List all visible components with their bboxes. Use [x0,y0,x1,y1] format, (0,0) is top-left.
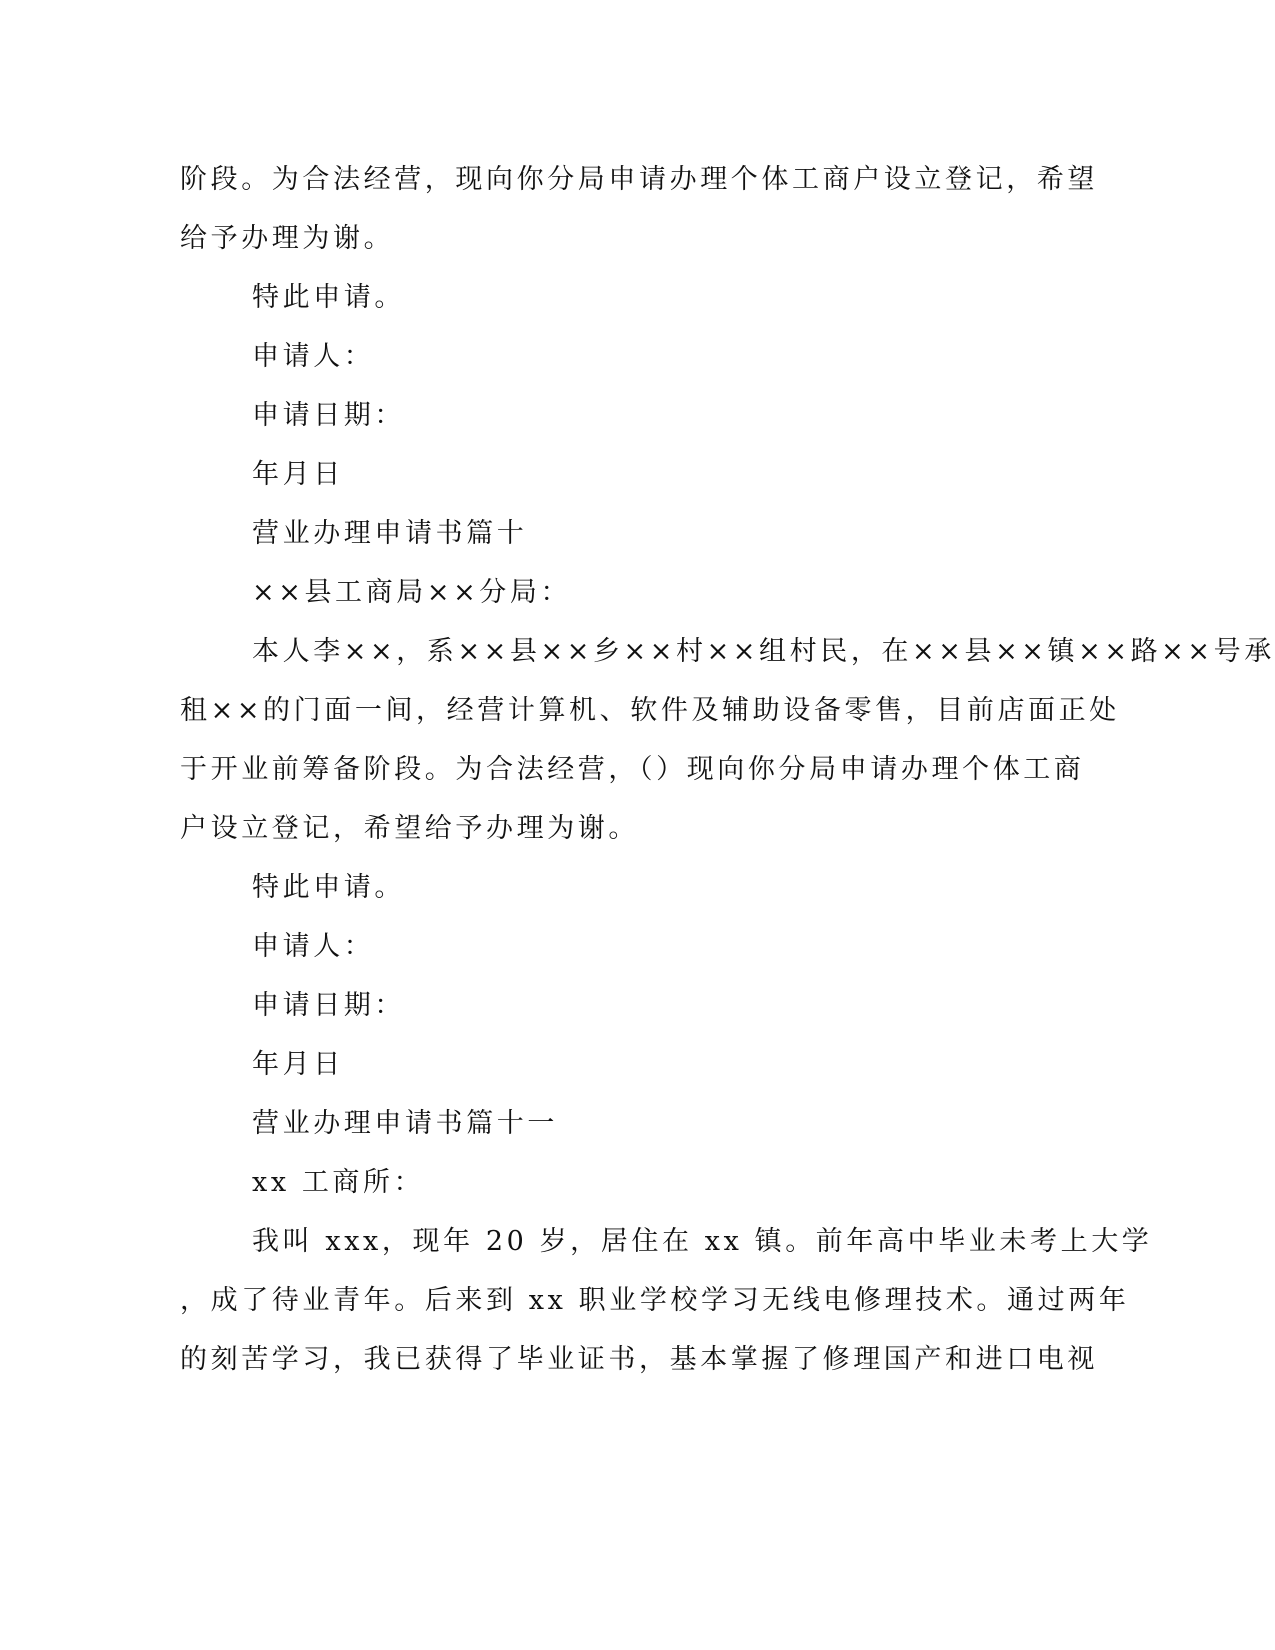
paragraph-line: 本人李××，系××县××乡××村××组村民，在××县××镇××路××号承 [252,636,1275,667]
closing-line: 特此申请。 [252,282,405,313]
date-placeholder: 年月日 [252,459,344,490]
applicant-label: 申请人： [252,341,375,372]
paragraph-line: 租××的门面一间，经营计算机、软件及辅助设备零售，目前店面正处 [180,695,1120,726]
paragraph-line: 户设立登记，希望给予办理为谢。 [180,813,639,844]
addressee-line: xx 工商所： [252,1167,425,1198]
section-heading: 营业办理申请书篇十 [252,518,528,549]
section-heading: 营业办理申请书篇十一 [252,1108,558,1139]
application-date-label: 申请日期： [252,400,405,431]
paragraph-line: 我叫 xxx，现年 20 岁，居住在 xx 镇。前年高中毕业未考上大学 [252,1226,1153,1257]
application-date-label: 申请日期： [252,990,405,1021]
paragraph-line: ，成了待业青年。后来到 xx 职业学校学习无线电修理技术。通过两年 [180,1285,1130,1316]
closing-line: 特此申请。 [252,872,405,903]
paragraph-line: 阶段。为合法经营，现向你分局申请办理个体工商户设立登记，希望 [180,164,1098,195]
paragraph-line: 于开业前筹备阶段。为合法经营，（）现向你分局申请办理个体工商 [180,754,1085,785]
date-placeholder: 年月日 [252,1049,344,1080]
applicant-label: 申请人： [252,931,375,962]
paragraph-line: 的刻苦学习，我已获得了毕业证书，基本掌握了修理国产和进口电视 [180,1344,1098,1375]
paragraph-line: 给予办理为谢。 [180,223,395,254]
addressee-line: ××县工商局××分局： [252,577,572,608]
